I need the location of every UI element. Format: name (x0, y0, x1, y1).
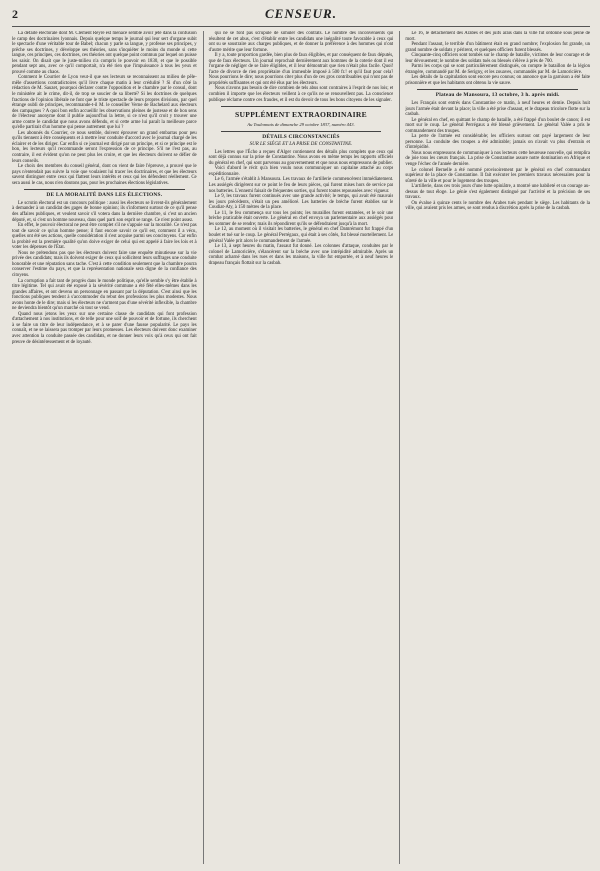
col1b-paragraph: Le scrutin électoral est un concours politique : aussi les électeurs se livrent-ils généralement à demander à un candidat des gages de bonne opinion; ils s'informent surtout de ce qu'il pense des affaires publiques, et veulent savoir s'il votera dans la dernière chambre, si c'est un ancien député, et, si c'est un homme nouveau, dans quel parti son esprit se range. Ce n'est point assez. (12, 200, 197, 223)
col3-paragraph: Parmi les corps qui se sont particulièrement distingués, on compte le bataillon de la légion étrangère, commandé par M. de Serigny, et les zouaves, commandés par M. de Lamoricière. (405, 64, 591, 75)
col1-paragraph: Les abonnés du Courrier, ce nous semble, doivent éprouver un grand embarras pour peu qu'ils tiennent à être conséquents et à mettre leur conduite d'accord avec le journal chargé de les éclairer et de les diriger. Car enfin si ce journal est dirigé par un principe, et si ce principe est le bon, les lecteurs qu'il recommande seront l'expression de ce principe. S'il ne l'est pas, au contraire, il est évident qu'on ne peut plus les croire, et que les électeurs doivent se défier de leurs conseils. (12, 130, 197, 164)
column-3 (399, 31, 590, 864)
col1b-paragraph: En effet, le pouvoir électoral ne peut être complet s'il ne s'appuie sur la moralité. Ce n'est pas tout de savoir ce qu'un homme pense; il faut encore savoir ce qu'il est, comment il a vécu, quelles ont été ses actions, quelle considération il s'est acquise parmi ses concitoyens. Car enfin la probité est la première qualité qu'on doive exiger de celui qui est appelé à faire les lois et à voter les dépenses de l'État. (12, 223, 197, 251)
col3b-paragraph: Le général en chef, en quittant le champ de bataille, a été frappé d'un boulet de canon; il est mort sur le coup. Le général Perrégaux a été blessé grièvement. Le général Valée a pris le commandement des troupes. (405, 117, 591, 134)
col2-paragraph: Il y a, toute proportion gardée, bien plus de faux éligibles, et par conséquent de faux députés, que de faux électeurs. Un journal reprochait dernièrement aux hommes de la coterie dont il est l'organe de négliger de se faire éligibles, et il leur démontrait que rien n'était plus facile. Quoi! l'acte de divorce de rien propriétaire d'un immeuble imposé à 500 fr.! et qu'il faut pour cela? Nous pourrions le dire; nous pourrions citer plus d'un de ces gros contribuables qui n'ont pas de propriétés suffisantes et qui ont été élus par les électeurs. (208, 53, 394, 86)
col3b-paragraph: On évalue à quinze cents le nombre des Arabes tués pendant le siège. Les habitants de la ville, qui avaient pris les armes, se sont rendus à discrétion après la prise de la casbah. (405, 200, 591, 212)
col2-paragraph: Nous n'avons pas besoin de dire combien de tels abus sont contraires à l'esprit de nos lois; et combien il importe que les électeurs veillent à ce qu'ils ne se renouvellent pas. La conscience publique réclame contre ces fraudes, et il est du devoir de tous les bons citoyens de les signaler. (208, 86, 394, 103)
col1b-paragraph: Quand nous jetons les yeux sur une certaine classe de candidats qui font profession d'attachement à nos institutions, et de telle pour une soif de pouvoir et de fortune, ils cherchent à se faire un titre de leur indépendance, et à se parer d'une fausse popularité. Le pays les connaît, et ne se laissera pas tromper par leurs promesses. Les électeurs doivent donc examiner avec attention la conduite passée des candidats, et ne donner leurs voix qu'à ceux qui ont fait preuve de désintéressement et de loyauté. (12, 311, 197, 345)
section-divider (417, 89, 578, 90)
col2b-paragraph: Le 9, les travaux furent continués avec une grande activité; le temps, qui avait été mauvais les jours précédents, s'était un peu amélioré. Les batteries de brèche furent établies sur le Coudiat-Aty, à 150 mètres de la place. (208, 194, 394, 211)
col3-paragraph: Pendant l'assaut, le terrible d'un bâtiment était en grand nombre; l'explosion fut grande, un grand nombre de soldats y périrent, et quelques officiers furent blessés. (405, 42, 591, 53)
col2b-paragraph: Le 11, le feu commença sur tous les points; les murailles furent entamées, et le soir une brèche praticable était ouverte. Le général en chef envoya un parlementaire aux assiégés pour les sommer de se rendre; mais ils répondirent qu'ils se défendraient jusqu'à la mort. (208, 210, 394, 227)
section-divider (221, 131, 382, 132)
col3b-paragraph: Les Français sont entrés dans Constantine ce matin, à neuf heures et demie. Depuis huit jours l'armée était devant la place; la ville a été prise d'assaut, et le drapeau tricolore flotte sur la casbah. (405, 101, 591, 118)
article-columns (12, 31, 590, 864)
col1-paragraph: Le choix des membres du conseil général, dont on vient de faire l'épreuve, a prouvé que le pays n'entendait pas suivre la voie que voulaient lui tracer les doctrinaires, et que les électeurs savent distinguer entre ceux qui flattent leurs intérêts et ceux qui les défendent réellement. Ce sera aussi le cas, nous n'en doutons pas, pour les prochaines élections législatives. (12, 164, 197, 186)
col3b-paragraph: L'artillerie, dans ces trois jours d'une lutte opiniâtre, a montré une habileté et un courage au-dessus de tout éloge. Le génie s'est également distingué par l'activité et la précision de ses travaux. (405, 184, 591, 201)
article-heading-mansoura: Plateau de Mansoura, 13 octobre, 3 h. après midi. (435, 92, 560, 99)
masthead-title: CENSEUR. (265, 6, 337, 21)
col3b-paragraph: La perte de l'armée est considérable; les officiers surtout ont payé largement de leur personne. La conduite des troupes a été admirable; jamais on n'avait vu plus d'entrain et d'intrépidité. (405, 134, 591, 151)
col2b-paragraph: Les lettres que l'Écho a reçues d'Alger contiennent des détails plus complets que ceux qui sont déjà connus sur la prise de Constantine. Nous avons en même temps les rapports officiels du général en chef, qui sont parvenus au gouvernement et que nous nous empressons de publier. (208, 149, 394, 166)
col3-paragraph: Cinquante-cinq officiers sont tombés sur le champ de bataille, victimes de leur courage et de leur dévouement; le nombre des soldats tués ou blessés s'élève à près de 700. (405, 53, 591, 64)
article-subheading: SUR LE SIÉGE ET LA PRISE DE CONSTANTINE. (249, 142, 353, 148)
col1b-paragraph: La corruption a fait tant de progrès dans le monde politique, qu'elle semble s'y être établie à titre légitime. Tel qui avait été exposé à la sévérité commune a été fêté elles-mêmes dans les grandes affaires, et ont devenu un personnage en passant par la députation. C'est ainsi que les fonctions publiques tendent à s'accommoder du rebut des professions les plus modestes. Nous avons honte de le dire; mais si les électeurs ne s'arment pas d'une sévérité inflexible, la chambre ne deviendra bientôt qu'un marché où tout se vend. (12, 278, 197, 312)
col3b-paragraph: Le colonel Bernelle a été nommé provisoirement par le général en chef commandant supérieur de la place de Constantine. Il fait exécuter les premiers travaux nécessaires pour la sûreté de la ville et pour le logement des troupes. (405, 167, 591, 184)
supplement-subtitle: Au Toulonnais de dimanche 29 octobre 1837, numéro 443. (247, 122, 355, 128)
page-header (12, 6, 590, 27)
col2b-paragraph: Le 12, au moment où il visitait les batteries, le général en chef Damrémont fut frappé d'un boulet et tué sur le coup. Le général Perrégaux, qui était à ses côtés, fut blessé mortellement. Le général Valée prit alors le commandement de l'armée. (208, 227, 394, 244)
col3-paragraph: Le 16, le détachement des Arabes et des juifs araîs dans la ville fut ordonné sous peine de mort. (405, 31, 591, 42)
col1b-paragraph: Nous ne prétendons pas que les électeurs doivent faire une enquête minutieuse sur la vie privée des candidats; mais ils doivent exiger de ceux qui sollicitent leurs suffrages une conduite honorable et une réputation sans tache. C'est à cette condition seulement que la chambre pourra conserver l'estime du pays, et que la représentation nationale sera digne de la confiance des citoyens. (12, 250, 197, 278)
article-heading-moralite: DE LA MORALITÉ DANS LES ÉLECTIONS. (46, 192, 163, 199)
section-divider (24, 189, 185, 190)
col2b-paragraph: Voici d'abord le récit qu'a bien voulu nous communiquer un capitaine attaché au corps expéditionnaire. (208, 166, 394, 177)
page-number: 2 (12, 7, 18, 21)
col2b-paragraph: Le 6, l'armée s'établit à Mansoura. Les travaux de l'artillerie commencèrent immédiatement. Les assiégés dirigèrent sur ce point le feu de leurs pièces, qui furent mises hors de service par nos batteries. L'ennemi faisait de fréquentes sorties, qui furent toutes repoussées avec vigueur. (208, 177, 394, 194)
column-2 (203, 31, 394, 864)
supplement-title: SUPPLÉMENT EXTRAORDINAIRE (234, 110, 368, 120)
column-1 (12, 31, 197, 864)
col2b-paragraph: Le 13, à sept heures du matin, l'assaut fut donné. Les colonnes d'attaque, conduites par le colonel de Lamoricière, s'élancèrent sur la brèche avec une intrépidité admirable. Après un combat acharné dans les rues et dans les maisons, la ville fut emportée, et à neuf heures le drapeau français flottait sur la casbah. (208, 244, 394, 266)
col2-paragraph: qui ne se font pas scrupule de simuler des contrats. Le nombre des inconvénients qui résultent de cet abus, c'est d'établir entre les candidats une inégalité toute favorable à ceux qui ont su se soustraire aux charges publiques, et de donner la préférence à des hommes qui n'ont d'autre mérite que leur fortune. (208, 31, 394, 53)
section-divider (221, 106, 382, 107)
col3b-paragraph: Nous nous empressons de communiquer à nos lecteurs cette heureuse nouvelle, qui remplira de joie tous les cœurs français. La prise de Constantine assure notre domination en Afrique et venge l'échec de l'année dernière. (405, 150, 591, 168)
col1-paragraph: La défaite électorale dont M. Clément Reyre est menacé semble avoir jeté dans la confusion le camp des doctrinaires lyonnais. Depuis quelque temps le journal qui leur sert d'organe subit le spectacle d'une véritable tour de Babel; chacun y parle sa langue, y professe ses principes, y prêche ses doctrines, y développe ses théories, sans s'inquiéter le moins du monde si cette langue, ces principes, ces doctrines, ces théories ont quelque point commun par lequel on puisse les saisir. On disait que le juste-milieu n'a compris le pouvoir en 1830, et que le possible pendant sept ans, avec ce qu'il comportait, n'a été rien que l'impuissance à tous les yeux et prouvé comme au chaos. (12, 31, 197, 75)
col3-paragraph: Les détails de la capitulation sont encore peu connus; on annonce que la garnison a été faite prisonnière et que les habitants ont obtenu la vie sauve. (405, 75, 591, 86)
col1-paragraph: Comment le Courrier de Lyon veut-il que ses lecteurs se reconnaissent au milieu de pêle-mêle d'assertions contradictoires qu'il livre chaque matin à leur crédulité ? Si d'un côté la rédaction de M. Sauzet, pourquoi déclarer contre l'opposition et le chambre par le consul, dont le ministère ait le crime, dit-il, de trop se soucier de sa liberté? Si les doctrines de quelques fractions de l'opinion libérale ne font que le triste spectacle de leurs propres divisions, par quel étrange oubli de principes, recommande-t-il M. le conseiller Verne de Bachelard aux électeurs des campagnes ? A quoi bon enfin accueillir les observations pleines de justesse et de bon sens de l'électeur anonyme dont il publie aujourd'hui la lettre, si ce n'est qu'il croit y trouver une arme contre le candidat que nous avons défendu, et si cette arme lui paraît la meilleure parce qu'elle partirait d'un homme qui pense autrement que lui ? (12, 75, 197, 131)
article-heading-details: DÉTAILS CIRCONSTANCIÉS (262, 133, 340, 140)
